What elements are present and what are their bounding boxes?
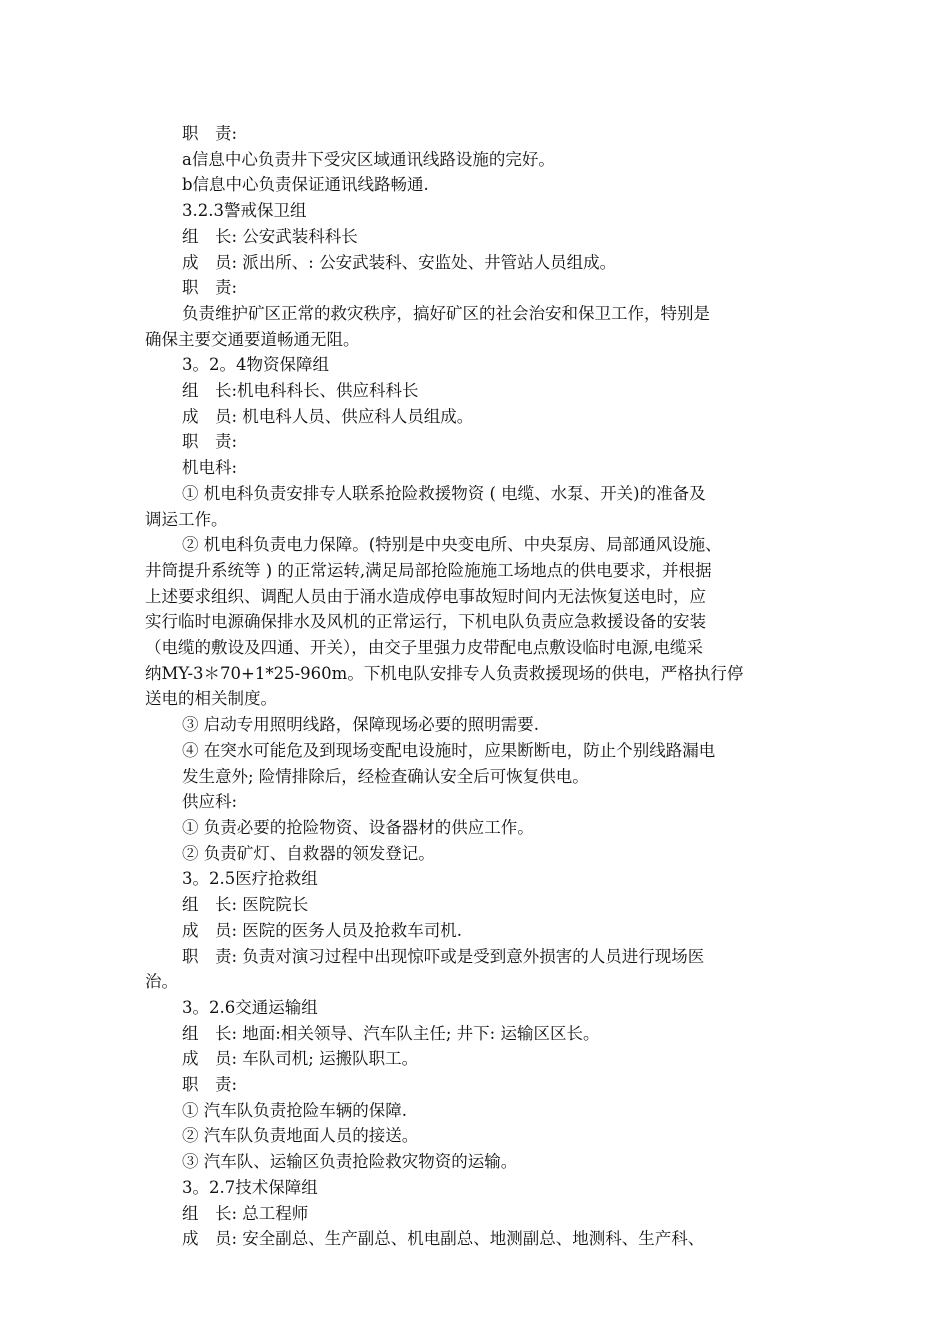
text-line: ② 汽车队负责地面人员的接送。 — [182, 1126, 419, 1146]
text-line: 组 长:机电科科长、供应科科长 — [182, 381, 419, 401]
text-line: ① 汽车队负责抢险车辆的保障. — [182, 1100, 407, 1120]
text-line: 确保主要交通要道畅通无阻。 — [145, 329, 360, 349]
text-line: 上述要求组织、调配人员由于涌水造成停电事故短时间内无法恢复送电时，应 — [145, 586, 706, 606]
text-line: ② 负责矿灯、自救器的领发登记。 — [182, 843, 435, 863]
text-line: ① 负责必要的抢险物资、设备器材的供应工作。 — [182, 817, 534, 837]
text-line: 调运工作。 — [145, 509, 228, 529]
text-line: 3.2.3警戒保卫组 — [182, 201, 307, 221]
text-line: 3。2.5医疗抢救组 — [182, 869, 318, 889]
text-line: 职 责: — [182, 124, 238, 143]
text-line: ② 机电科负责电力保障。(特别是中央变电所、中央泵房、局部通风设施、 — [182, 535, 722, 555]
text-line: 机电科: — [182, 458, 238, 478]
text-line: b信息中心负责保证通讯线路畅通. — [182, 175, 429, 195]
text-line: 井筒提升系统等 ) 的正常运转,满足局部抢险施施工场地点的供电要求，并根据 — [145, 560, 712, 580]
text-line: 3。2.6交通运输组 — [182, 997, 318, 1017]
text-line: 职 责: — [182, 278, 238, 298]
text-line: ③ 启动专用照明线路，保障现场必要的照明需要. — [182, 715, 539, 735]
text-line: ④ 在突水可能危及到现场变配电设施时，应果断断电，防止个别线路漏电 — [182, 740, 716, 760]
text-line: 组 长: 地面:相关领导、汽车队主任; 井下: 运输区区长。 — [182, 1023, 600, 1043]
text-line: 组 长: 医院院长 — [182, 895, 309, 915]
text-line: 3。2.7技术保障组 — [182, 1177, 318, 1197]
text-line: 供应科: — [182, 792, 238, 812]
text-line: 成 员: 医院的医务人员及抢救车司机. — [182, 920, 463, 940]
text-line: 纳MY-3＊70+1*25-960m。下机电队安排专人负责救援现场的供电，严格执行停 — [145, 663, 744, 683]
text-line: 组 长: 公安武装科科长 — [182, 226, 358, 246]
text-line: 负责维护矿区正常的救灾秩序，搞好矿区的社会治安和保卫工作，特别是 — [182, 303, 710, 323]
text-line: ① 机电科负责安排专人联系抢险救援物资 ( 电缆、水泵、开关)的准备及 — [182, 483, 706, 503]
text-line: 治。 — [145, 972, 178, 992]
text-line: 成 员: 派出所、: 公安武装科、安监处、井管站人员组成。 — [182, 252, 617, 272]
text-line: （电缆的敷设及四通、开关），由交子里强力皮带配电点敷设临时电源,电缆采 — [145, 638, 703, 658]
text-line: 送电的相关制度。 — [145, 689, 277, 709]
text-line: 成 员: 车队司机; 运搬队职工。 — [182, 1049, 419, 1069]
text-line: a信息中心负责井下受灾区域通讯线路设施的完好。 — [182, 149, 555, 169]
text-line: 成 员: 安全副总、生产副总、机电副总、地测副总、地测科、生产科、 — [182, 1229, 705, 1249]
text-line: 职 责: 负责对演习过程中出现惊吓或是受到意外损害的人员进行现场医 — [182, 946, 705, 966]
text-line: 职 责: — [182, 1075, 238, 1095]
text-line: 职 责: — [182, 432, 238, 452]
text-line: 成 员: 机电科人员、供应科人员组成。 — [182, 406, 474, 426]
text-line: 实行临时电源确保排水及风机的正常运行，下机电队负责应急救援设备的安装 — [145, 612, 706, 632]
text-line: ③ 汽车队、运输区负责抢险救灾物资的运输。 — [182, 1152, 518, 1172]
text-line: 组 长: 总工程师 — [182, 1203, 309, 1223]
text-line: 3。2。4物资保障组 — [182, 355, 329, 375]
text-line: 发生意外; 险情排除后，经检查确认安全后可恢复供电。 — [182, 766, 589, 786]
document-body — [145, 121, 815, 1252]
